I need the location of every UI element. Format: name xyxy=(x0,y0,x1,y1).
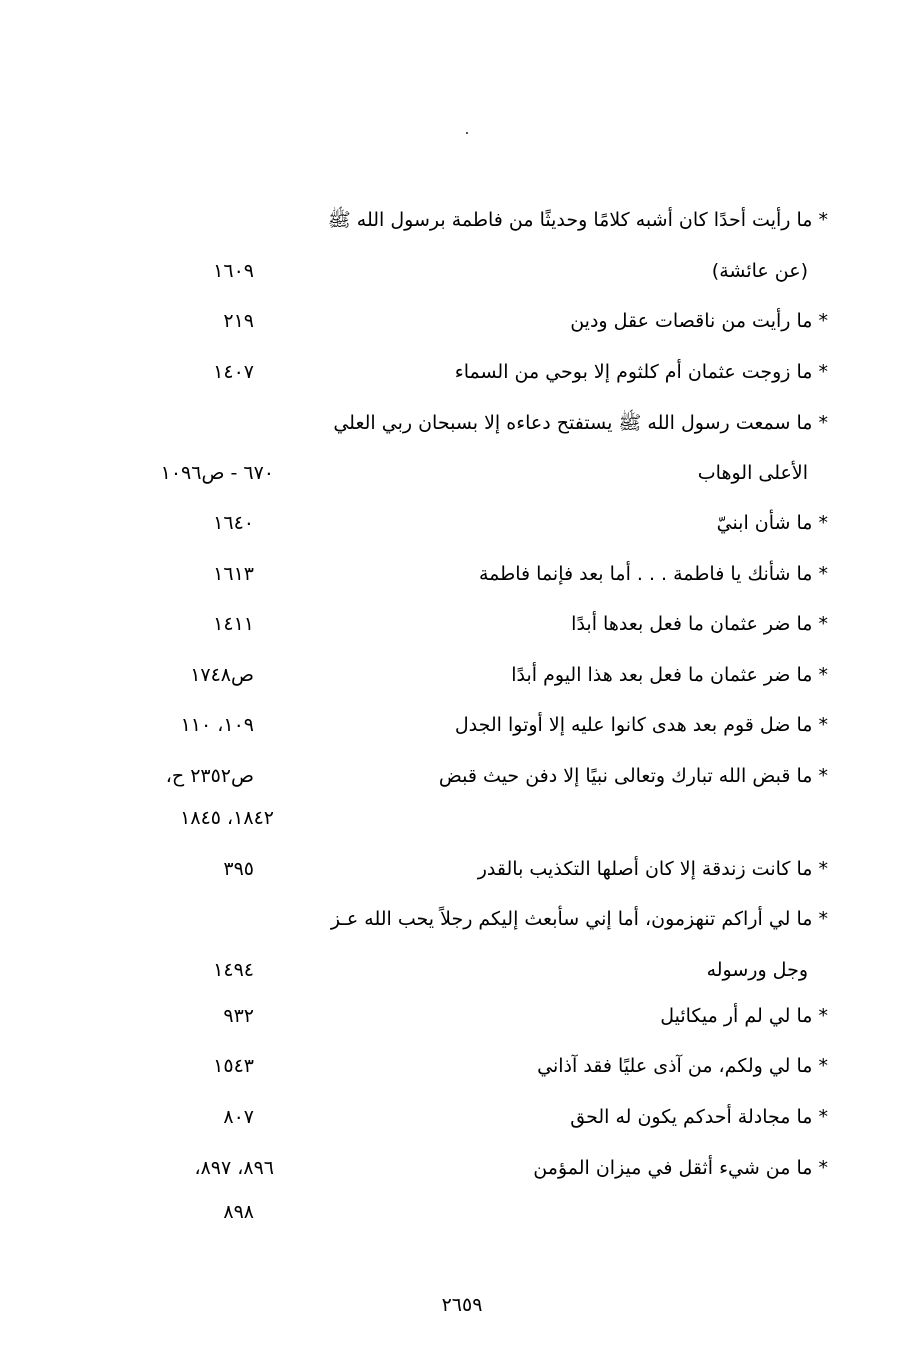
entry-text: * ما من شيء أثقل في ميزان المؤمن xyxy=(533,1157,828,1179)
index-row xyxy=(0,503,924,543)
entry-text: الأعلى الوهاب xyxy=(697,462,808,484)
entry-ref: ٢١٩ xyxy=(223,310,254,332)
entry-text: * ما ضر عثمان ما فعل بعد هذا اليوم أبدًا xyxy=(511,664,828,686)
index-row xyxy=(0,1148,924,1188)
entry-ref: ١٨٤٢، ١٨٤٥ xyxy=(180,807,274,829)
index-row xyxy=(0,301,924,341)
entry-text: وجل ورسوله xyxy=(706,959,808,981)
index-row xyxy=(0,705,924,745)
entry-text: * ما لي ولكم، من آذى عليًا فقد آذاني xyxy=(537,1055,828,1077)
entry-ref: ١٤٠٧ xyxy=(213,361,254,383)
entry-ref: ١٦٠٩ xyxy=(213,260,254,282)
speck-mark xyxy=(466,132,468,134)
index-row xyxy=(0,453,924,493)
entry-ref: ٨٩٨ xyxy=(223,1201,254,1223)
entry-ref: ٩٣٢ xyxy=(223,1005,254,1027)
entry-text: * ما كانت زندقة إلا كان أصلها التكذيب بالقدر xyxy=(477,858,828,880)
page-number: ٢٦٥٩ xyxy=(441,1294,483,1316)
entry-text: * ما سمعت رسول الله ﷺ يستفتح دعاءه إلا بسبحان ربي العلي xyxy=(333,412,828,434)
entry-ref: ١٤١١ xyxy=(213,613,254,635)
entry-text: * ما شأن ابنيّ xyxy=(716,512,828,534)
entry-text: * ما زوجت عثمان أم كلثوم إلا بوحي من السماء xyxy=(454,361,828,383)
index-row xyxy=(0,403,924,443)
index-row xyxy=(0,604,924,644)
index-row xyxy=(0,1097,924,1137)
entry-text: (عن عائشة) xyxy=(711,260,808,282)
entry-text: * ما رأيت أحدًا كان أشبه كلامًا وحديثًا من فاطمة برسول الله ﷺ xyxy=(327,209,828,231)
entry-ref: ١٤٩٤ xyxy=(213,959,254,981)
entry-text: * ما ضر عثمان ما فعل بعدها أبدًا xyxy=(571,613,828,635)
index-row xyxy=(0,1192,924,1232)
entry-text: * ما لي أراكم تنهزمون، أما إني سأبعث إليكم رجلاً يحب الله عـز xyxy=(330,908,828,930)
index-row xyxy=(0,1046,924,1086)
entry-ref: ٦٧٠ - ص١٠٩٦ xyxy=(160,462,274,484)
index-row xyxy=(0,554,924,594)
entry-ref: ص٢٣٥٢ ح، xyxy=(165,765,254,787)
entry-text: * ما قبض الله تبارك وتعالى نبيًا إلا دفن حيث قبض xyxy=(438,765,828,787)
index-row xyxy=(0,352,924,392)
index-row xyxy=(0,996,924,1036)
entry-text: * ما مجادلة أحدكم يكون له الحق xyxy=(570,1106,828,1128)
index-row xyxy=(0,899,924,939)
entry-text: * ما لي لم أر ميكائيل xyxy=(660,1005,828,1027)
entry-text: * ما ضل قوم بعد هدى كانوا عليه إلا أوتوا الجدل xyxy=(454,714,828,736)
entry-ref: ٣٩٥ xyxy=(223,858,254,880)
entry-ref: ص١٧٤٨ xyxy=(190,664,254,686)
entry-text: * ما شأنك يا فاطمة . . . أما بعد فإنما فاطمة xyxy=(478,563,828,585)
index-row xyxy=(0,655,924,695)
index-row xyxy=(0,756,924,796)
entry-ref: ٨٠٧ xyxy=(223,1106,254,1128)
entry-ref: ١٠٩، ١١٠ xyxy=(180,714,254,736)
index-row xyxy=(0,200,924,240)
entry-text: * ما رأيت من ناقصات عقل ودين xyxy=(570,310,828,332)
entry-ref: ١٥٤٣ xyxy=(213,1055,254,1077)
index-row xyxy=(0,950,924,990)
index-row xyxy=(0,849,924,889)
entry-ref: ١٦٤٠ xyxy=(213,512,254,534)
entry-ref: ٨٩٦، ٨٩٧، xyxy=(194,1157,274,1179)
index-row xyxy=(0,251,924,291)
entry-ref: ١٦١٣ xyxy=(213,563,254,585)
index-row xyxy=(0,798,924,838)
